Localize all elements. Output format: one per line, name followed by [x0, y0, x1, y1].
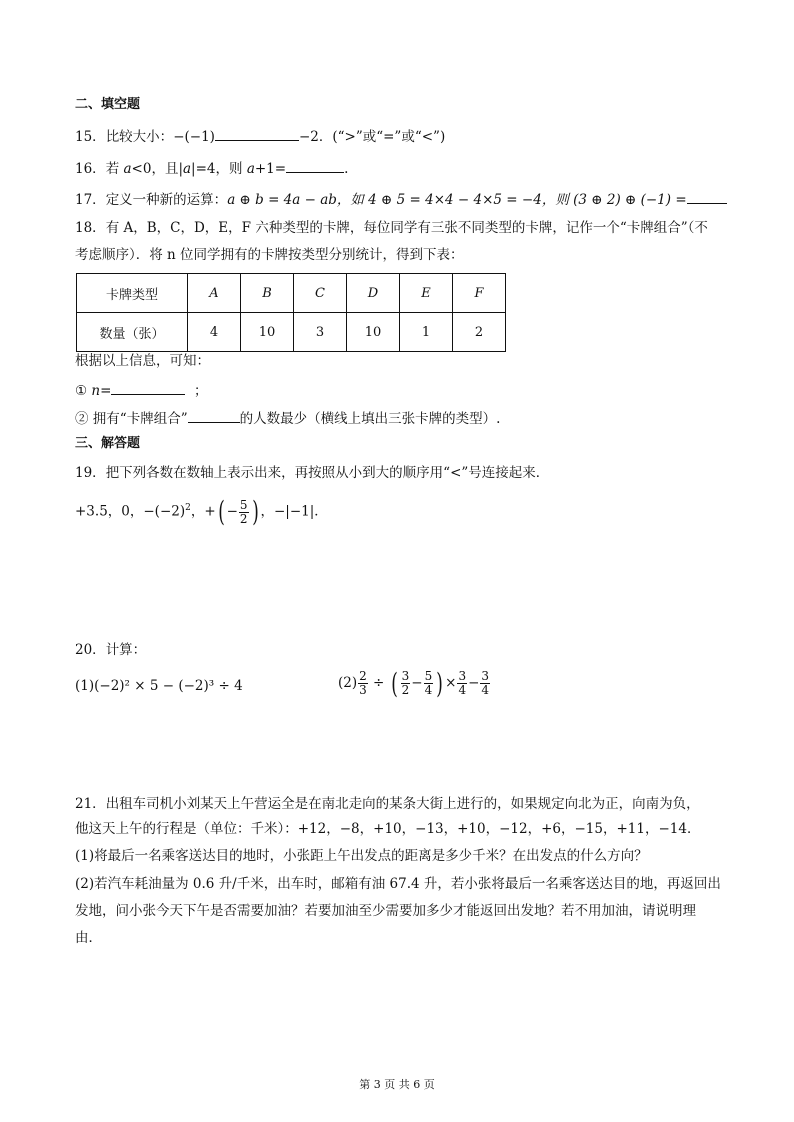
type-cell: D	[347, 274, 400, 313]
question-19: 19．把下列各数在数轴上表示出来，再按照从小到大的顺序用“<”号连接起来．	[75, 465, 550, 481]
q18-after-text: 根据以上信息，可知：	[75, 353, 210, 369]
q18-combo-blank[interactable]	[188, 408, 240, 423]
question-16: 16．若 a<0，且|a|=4，则 a+1= .	[75, 158, 348, 178]
q20-part-2: (2) $\frac{2}{3}$ ÷ ( $\frac{3}{2}$ − $\frac{5}{4}$ ) × $\frac{3}{4}$ − $\frac{3}{4}$	[338, 666, 490, 700]
question-18-line1: 18．有 A，B，C，D，E，F 六种类型的卡牌，每位同学有三张不同类型的卡牌，记作一个“卡牌组合”（不	[75, 220, 708, 236]
count-cell: 4	[188, 313, 241, 352]
table-row	[77, 313, 506, 352]
question-17: 17．定义一种新的运算：a ⊕ b = 4a − ab，如 4 ⊕ 5 = 4×4 − 4×5 = −4，则 (3 ⊕ 2) ⊕ (−1) =	[75, 189, 727, 209]
type-cell: F	[453, 274, 506, 313]
question-21-part2-cont: 发地，问小张今天下午是否需要加油？若要加油至少需要加多少才能返回出发地？若不用加油，请说明理	[75, 903, 696, 919]
question-20: 20．计算：	[75, 642, 147, 658]
question-21-part2: (2)若汽车耗油量为 0.6 升/千米，出车时，邮箱有油 67.4 升，若小张将最后一名乘客送达目的地，再返回出	[75, 876, 721, 892]
header-cell: 数量（张）	[77, 313, 188, 352]
question-18-line2: 考虑顺序）．将 n 位同学拥有的卡牌按类型分别统计，得到下表：	[75, 247, 464, 263]
q18-n-blank[interactable]	[111, 380, 185, 395]
question-15: 15．比较大小：−(−1) −2．(“>”或“=”或“<”)	[75, 126, 445, 146]
count-cell: 1	[400, 313, 453, 352]
count-cell: 3	[294, 313, 347, 352]
q16-answer-blank[interactable]	[286, 158, 344, 173]
q20-part-1: (1)(−2)² × 5 − (−2)³ ÷ 4	[75, 678, 243, 694]
section3-title: 三、解答题	[75, 436, 141, 451]
header-cell: 卡牌类型	[77, 274, 188, 313]
q18-item-1: ① n= ；	[75, 380, 208, 400]
count-cell: 2	[453, 313, 506, 352]
count-cell: 10	[241, 313, 294, 352]
section2-title: 二、填空题	[75, 97, 141, 112]
type-cell: C	[294, 274, 347, 313]
card-count-table	[76, 273, 506, 352]
count-cell: 10	[347, 313, 400, 352]
type-cell: A	[188, 274, 241, 313]
type-cell: B	[241, 274, 294, 313]
question-21-part2-end: 由．	[75, 930, 102, 946]
q17-answer-blank[interactable]	[687, 189, 727, 204]
question-21-line2: 他这天上午的行程是（单位：千米）：+12，−8，+10，−13，+10，−12，+6，−15，+11，−14．	[75, 821, 701, 837]
page-footer: 第 3 页 共 6 页	[359, 1078, 435, 1091]
type-cell: E	[400, 274, 453, 313]
q18-item-2: ② 拥有“卡牌组合” 的人数最少（横线上填出三张卡牌的类型）.	[75, 408, 500, 428]
question-21-part1: (1)将最后一名乘客送达目的地时，小张距上午出发点的距离是多少千米？在出发点的什么方向？	[75, 848, 648, 864]
table-row	[77, 274, 506, 313]
q19-numbers: +3.5，0，$-(-2)^2$，+( − $\frac{5}{2}$ ) ，−|−1|．	[75, 495, 328, 528]
q15-answer-blank[interactable]	[215, 126, 299, 141]
question-21-line1: 21．出租车司机小刘某天上午营运全是在南北走向的某条大街上进行的，如果规定向北为正，向南为负，	[75, 796, 700, 812]
